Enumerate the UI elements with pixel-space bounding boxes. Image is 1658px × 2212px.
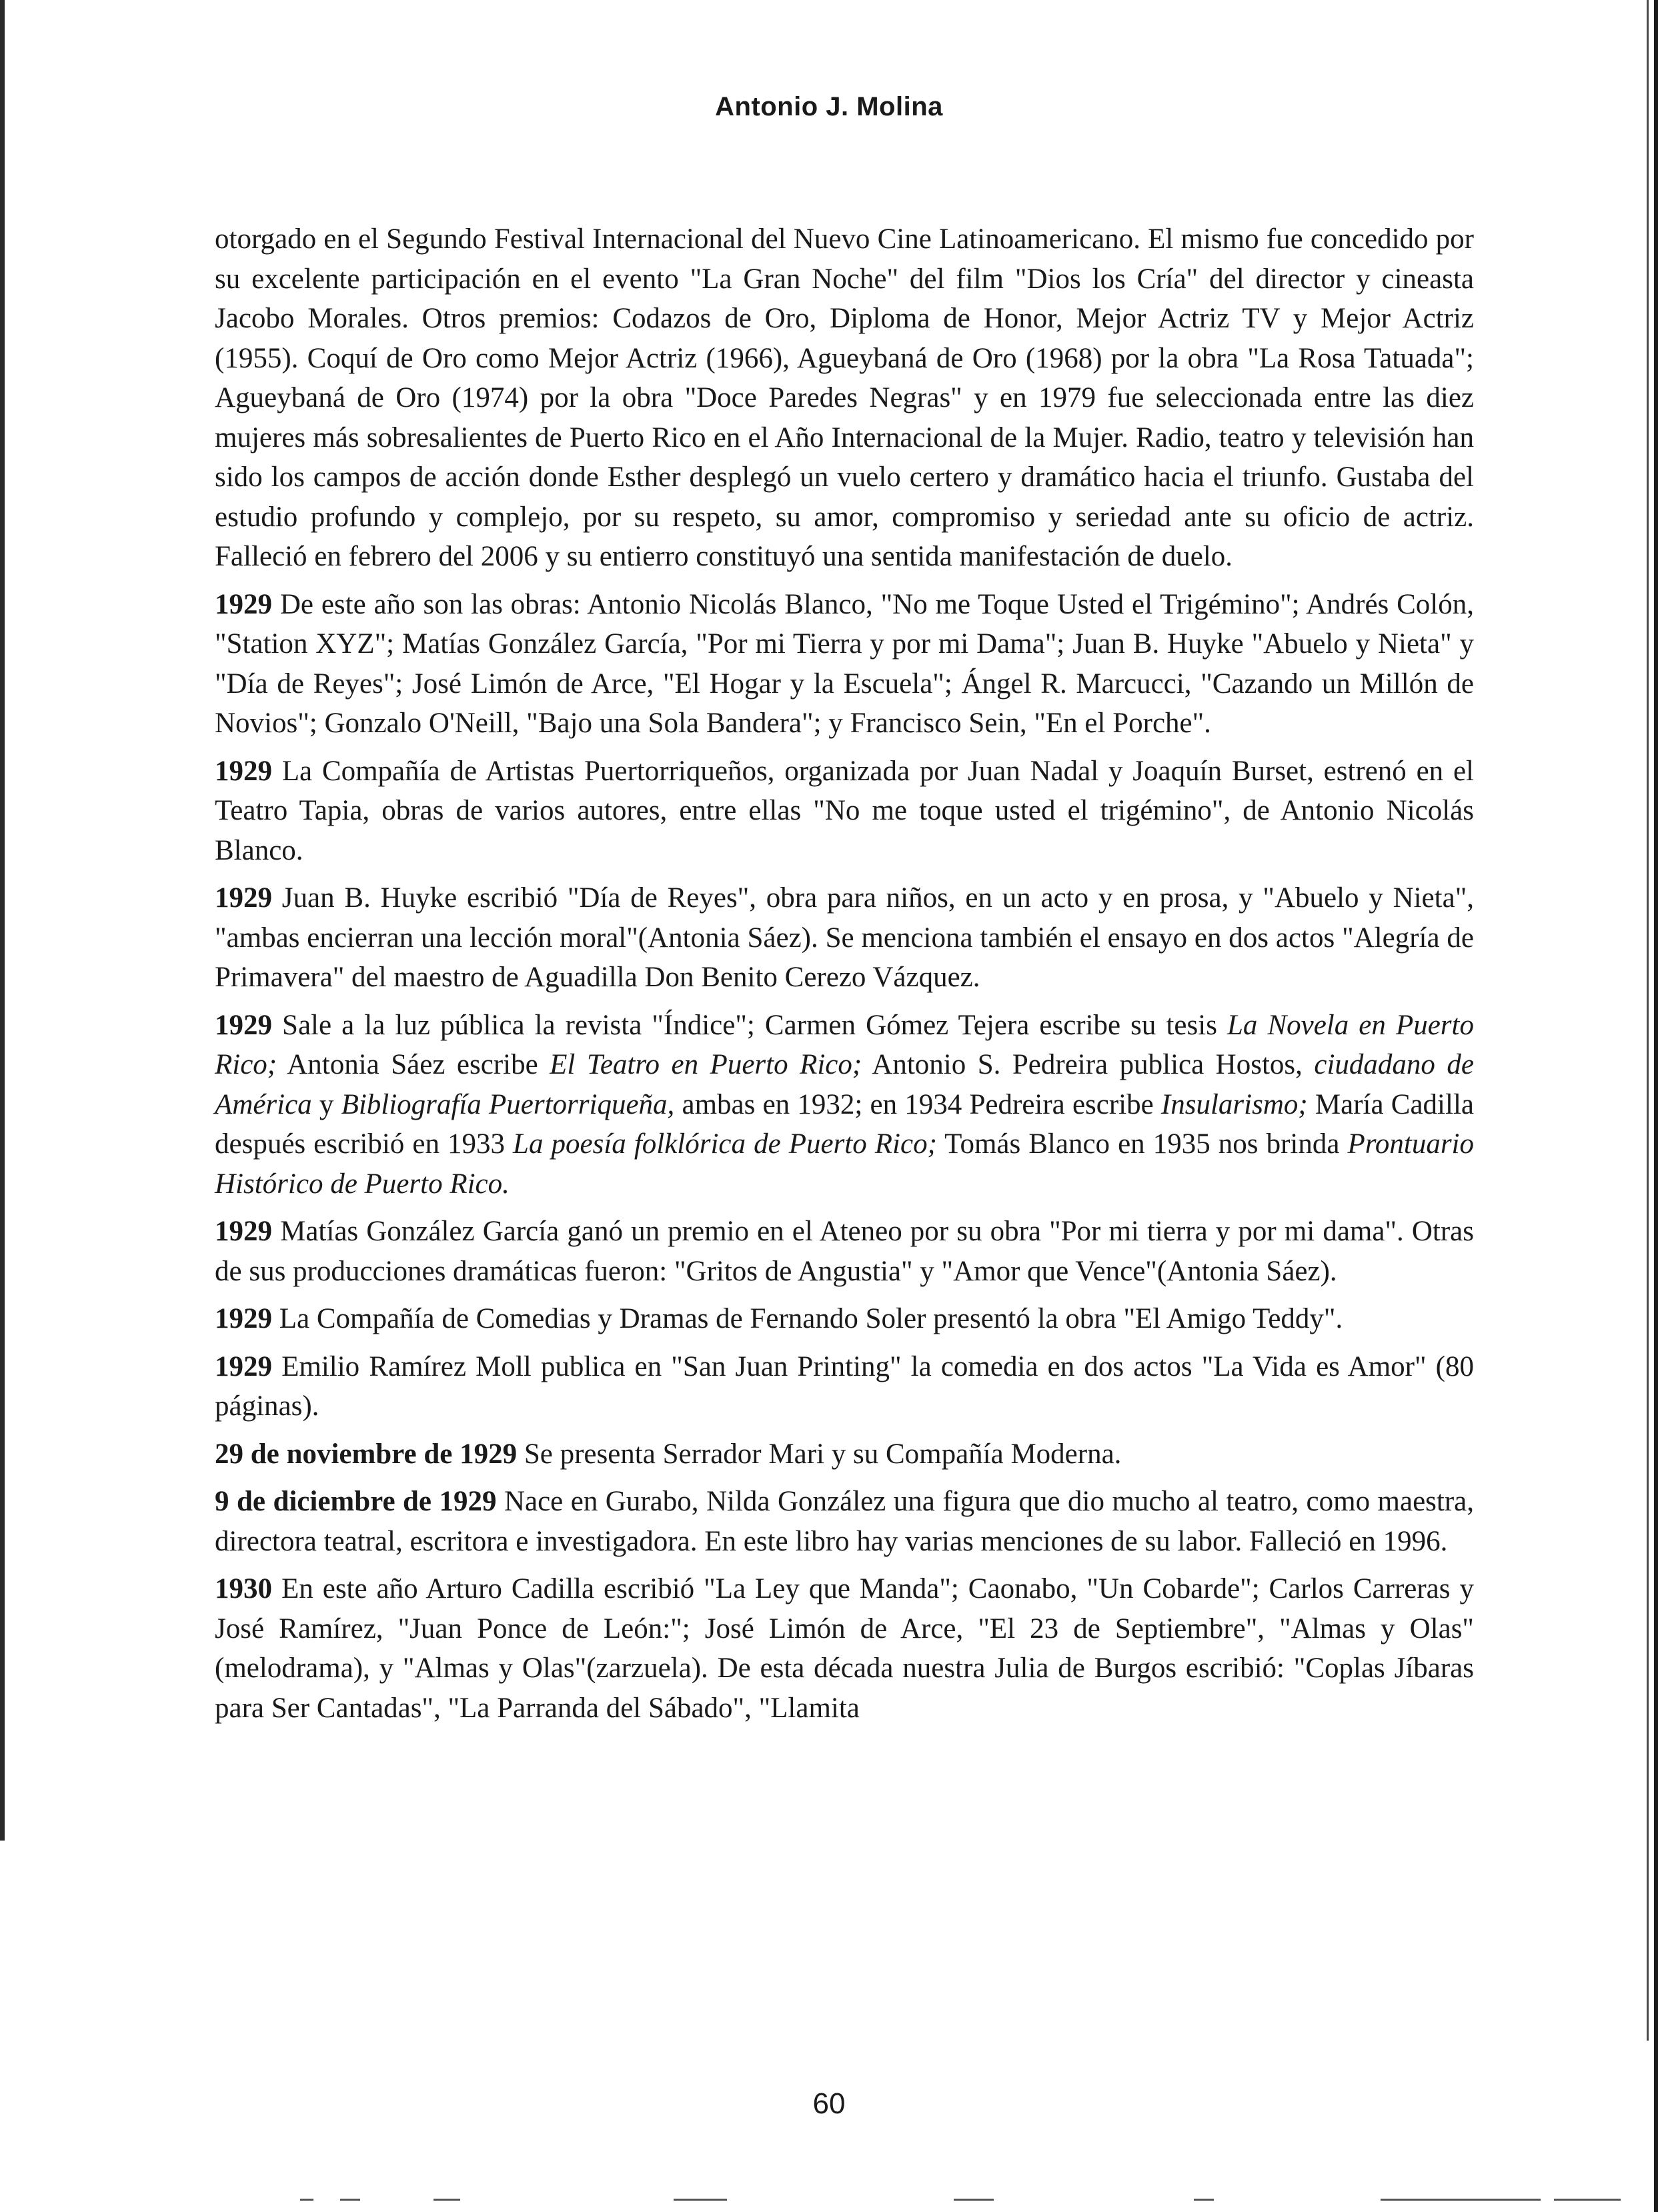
entry-date: 1929 xyxy=(215,588,272,620)
work-title: ciudadano de América xyxy=(215,1049,1474,1120)
paragraph xyxy=(215,219,1474,577)
entry-date: 1929 xyxy=(215,1350,272,1382)
entry-date: 9 de diciembre de 1929 xyxy=(215,1486,497,1517)
entry-date: 1929 xyxy=(215,1216,272,1247)
page-number: 60 xyxy=(812,2087,846,2120)
paragraph-text: La Compañía de Comedias y Dramas de Fernando Soler presentó la obra "El Amigo Teddy". xyxy=(272,1303,1343,1334)
work-title: Prontuario Histórico de Puerto Rico. xyxy=(215,1128,1475,1200)
paragraph xyxy=(215,878,1474,998)
scan-edge-right-inner xyxy=(1647,0,1649,2041)
scan-edge-left xyxy=(0,0,5,1841)
paragraph-text: Tomás Blanco en 1935 nos brinda xyxy=(936,1128,1348,1160)
work-title: El Teatro en Puerto Rico; xyxy=(550,1049,862,1080)
paragraph xyxy=(215,1434,1474,1474)
paragraph-text: Emilio Ramírez Moll publica en "San Juan Printing" la comedia en dos actos "La Vida es Amor" (80 páginas). xyxy=(215,1350,1474,1422)
paragraph-text: Se presenta Serrador Mari y su Compañía Moderna. xyxy=(517,1438,1122,1470)
paragraph-text: ambas en 1932; en 1934 Pedreira escribe xyxy=(674,1088,1161,1120)
paragraph-text: Antonio S. Pedreira publica Hostos, xyxy=(862,1049,1315,1080)
paragraph xyxy=(215,1212,1474,1291)
scan-edge-right xyxy=(1654,0,1658,2212)
paragraph-text: y xyxy=(311,1088,341,1120)
entry-date: 1930 xyxy=(215,1573,272,1604)
paragraph xyxy=(215,585,1474,744)
entry-date: 1929 xyxy=(215,755,272,787)
paragraph-text: Nace en Gurabo, Nilda González una figura que dio mucho al teatro, como maestra, directora teatral, escritora e investigadora. En este libro hay varias menciones de su labor. Falleció en 1996. xyxy=(215,1486,1474,1557)
entry-date: 1929 xyxy=(215,882,272,914)
scan-artifact-marks xyxy=(300,2199,1627,2201)
work-title: La poesía folklórica de Puerto Rico; xyxy=(513,1128,937,1160)
paragraph xyxy=(215,1299,1474,1339)
paragraph xyxy=(215,1569,1474,1728)
paragraph-text: Antonia Sáez escribe xyxy=(277,1049,550,1080)
paragraph xyxy=(215,752,1474,871)
entry-date: 29 de noviembre de 1929 xyxy=(215,1438,518,1470)
paragraph-text: Sale a la luz pública la revista "Índice"; Carmen Gómez Tejera escribe su tesis xyxy=(272,1009,1227,1041)
paragraph-text: En este año Arturo Cadilla escribió "La Ley que Manda"; Caonabo, "Un Cobarde"; Carlos Carreras y José Ramírez, "Juan Ponce de León:"; José Limón de Arce, "El 23 de Septiembre", "Almas y Olas"(melodrama), y "Almas y Olas"(zarzuela). De esta década nuestra Julia de Burgos escribió: "Coplas Jíbaras para Ser Cantadas", "La Parranda del Sábado", "Llamita xyxy=(215,1573,1474,1724)
work-title: Bibliografía Puertorriqueña, xyxy=(341,1088,675,1120)
paragraph-text: De este año son las obras: Antonio Nicolás Blanco, "No me Toque Usted el Trigémino"; Andrés Colón, "Station XYZ"; Matías González García, "Por mi Tierra y por mi Dama"; Juan B. Huyke "Abuelo y Nieta" y "Día de Reyes"; José Limón de Arce, "El Hogar y la Escuela"; Ángel R. Marcucci, "Cazando un Millón de Novios"; Gonzalo O'Neill, "Bajo una Sola Bandera"; y Francisco Sein, "En el Porche". xyxy=(215,588,1474,739)
paragraph xyxy=(215,1482,1474,1561)
paragraph-text: otorgado en el Segundo Festival Internacional del Nuevo Cine Latinoamericano. El mismo fue concedido por su excelente participación en el evento "La Gran Noche" del film "Dios los Cría" del director y cineasta Jacobo Morales. Otros premios: Codazos de Oro, Diploma de Honor, Mejor Actriz TV y Mejor Actriz (1955). Coquí de Oro como Mejor Actriz (1966), Agueybaná de Oro (1968) por la obra "La Rosa Tatuada"; Agueybaná de Oro (1974) por la obra "Doce Paredes Negras" y en 1979 fue seleccionada entre las diez mujeres más sobresalientes de Puerto Rico en el Año Internacional de la Mujer. Radio, teatro y televisión han sido los campos de acción donde Esther desplegó un vuelo certero y dramático hacia el triunfo. Gustaba del estudio profundo y complejo, por su respeto, su amor, compromiso y seriedad ante su oficio de actriz. Falleció en febrero del 2006 y su entierro constituyó una sentida manifestación de duelo. xyxy=(215,223,1474,572)
running-header: Antonio J. Molina xyxy=(715,92,943,121)
work-title: La Novela en Puerto Rico; xyxy=(215,1009,1474,1080)
paragraph-text: Matías González García ganó un premio en el Ateneo por su obra "Por mi tierra y por mi dama". Otras de sus producciones dramáticas fueron: "Gritos de Angustia" y "Amor que Vence"(Antonia Sáez). xyxy=(215,1216,1474,1287)
paragraph-text: María Cadilla después escribió en 1933 xyxy=(215,1088,1474,1160)
body-text xyxy=(215,219,1474,1736)
paragraph-text: Juan B. Huyke escribió "Día de Reyes", obra para niños, en un acto y en prosa, y "Abuelo y Nieta", "ambas encierran una lección moral"(Antonia Sáez). Se menciona también el ensayo en dos actos "Alegría de Primavera" del maestro de Aguadilla Don Benito Cerezo Vázquez. xyxy=(215,882,1474,993)
paragraph-text: La Compañía de Artistas Puertorriqueños, organizada por Juan Nadal y Joaquín Burset, estrenó en el Teatro Tapia, obras de varios autores, entre ellas "No me toque usted el trigémino", de Antonio Nicolás Blanco. xyxy=(215,755,1474,866)
paragraph xyxy=(215,1006,1474,1204)
entry-date: 1929 xyxy=(215,1009,272,1041)
paragraph xyxy=(215,1347,1474,1426)
entry-date: 1929 xyxy=(215,1303,272,1334)
work-title: Insularismo; xyxy=(1160,1088,1308,1120)
